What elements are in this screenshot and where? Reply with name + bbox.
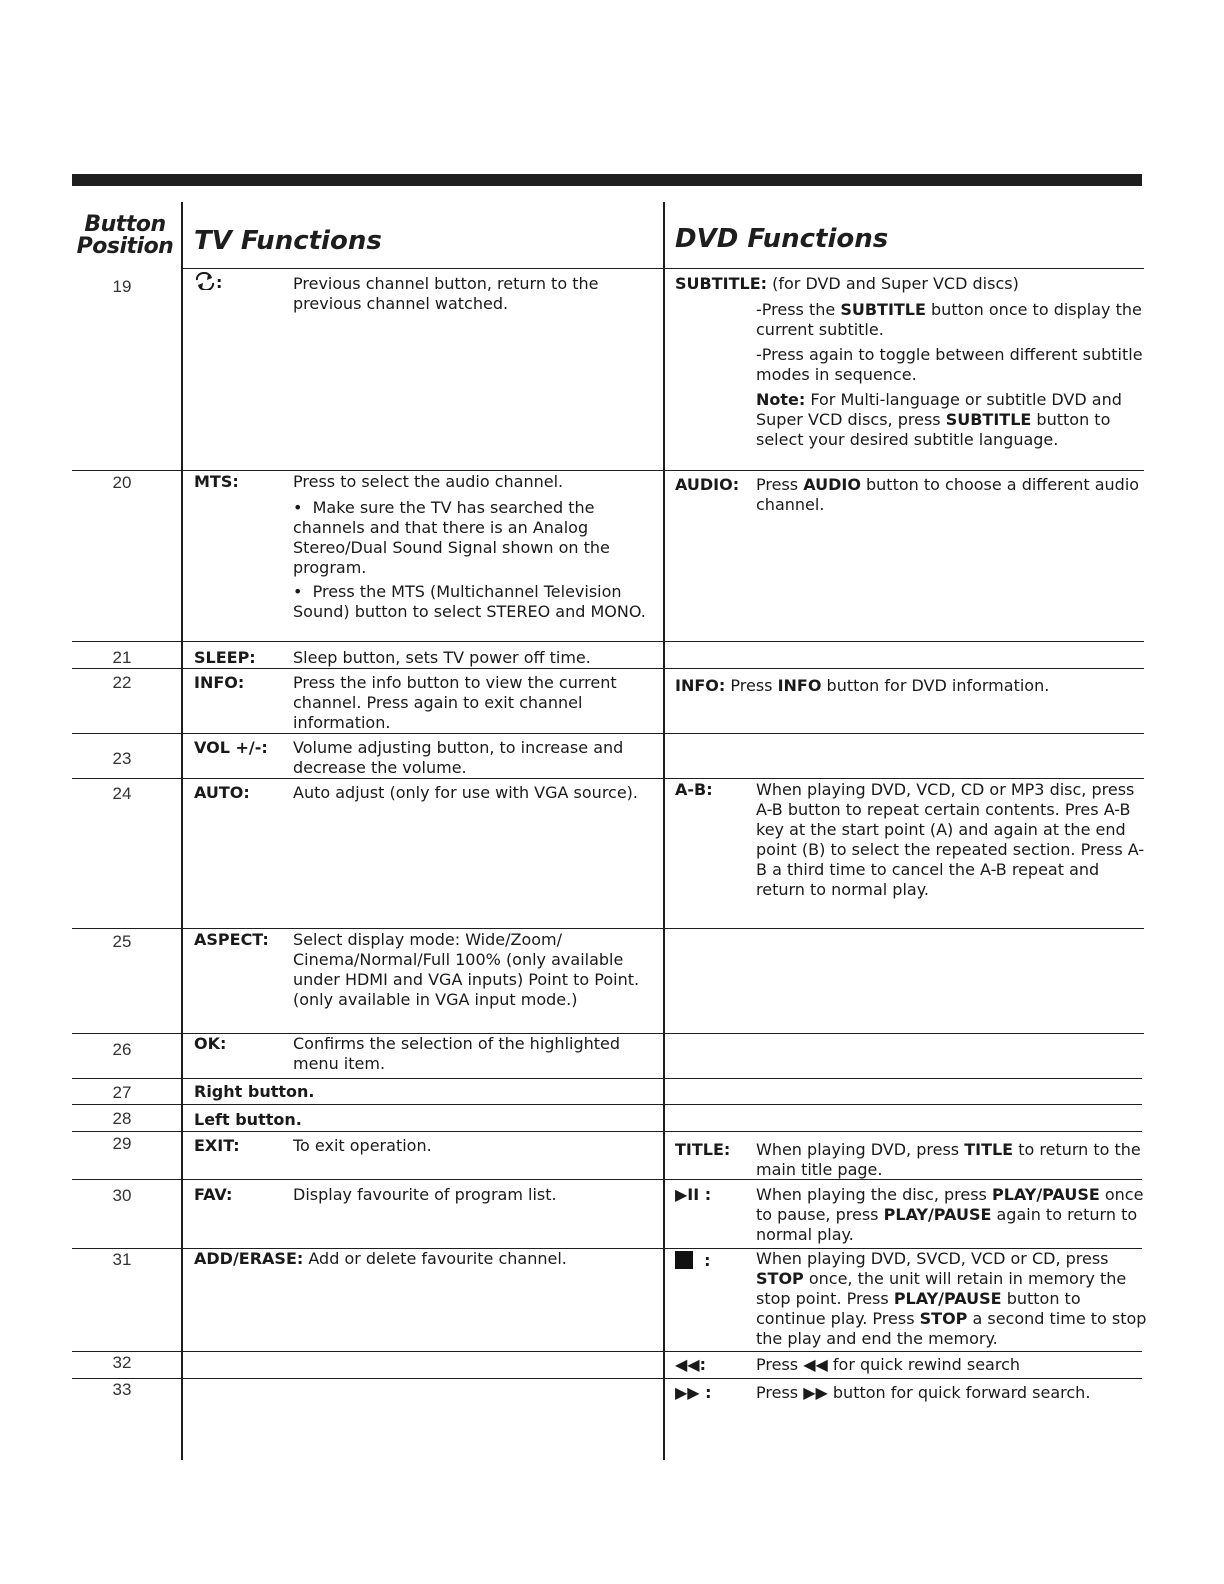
tv-key [194,272,222,293]
row-rule [72,1351,1142,1352]
column-divider-right [663,202,665,1460]
tv-description: To exit operation. [293,1136,432,1155]
dvd-description: When playing the disc, press PLAY/PAUSE once to pause, press PLAY/PAUSE again to return to normal play. [756,1185,1144,1244]
row-rule [72,733,1144,734]
button-number: 19 [112,277,132,296]
button-number: 31 [112,1250,132,1269]
button-number: 32 [112,1353,132,1372]
tv-description: Display favourite of program list. [293,1185,557,1204]
tv-description: Confirms the selection of the highlighted menu item. [293,1034,621,1073]
dvd-description: Press AUDIO button to choose a different audio channel. [756,475,1140,514]
dvd-description: When playing DVD, SVCD, VCD or CD, press STOP once, the unit will retain in memory the stop point. Press PLAY/PAUSE button to continue play. Press STOP a second time to stop the play and end the memory. [756,1249,1147,1348]
button-position-header [74,214,176,258]
top-rule [72,174,1142,186]
dvd-description: Press ▶▶ button for quick forward search. [756,1383,1091,1402]
tv-description: Previous channel button, return to the previous channel watched. [293,274,599,313]
tv-key: EXIT: [194,1136,240,1155]
dvd-key-note: (for DVD and Super VCD discs) [772,274,1019,293]
button-number: 30 [112,1186,132,1205]
button-number: 25 [112,932,132,951]
row-rule [72,928,1144,929]
button-number: 26 [112,1040,132,1059]
dvd-description-line: Note: For Multi-language or subtitle DVD and Super VCD discs, press SUBTITLE button to select your desired subtitle language. [756,390,1122,449]
tv-description: Volume adjusting button, to increase and decrease the volume. [293,738,624,777]
play-pause-icon: ▶II : [675,1185,712,1204]
row-rule [72,470,1144,471]
tv-description: Sleep button, sets TV power off time. [293,648,591,667]
dvd-key: : [675,1251,711,1271]
header-line-2: Position [76,234,174,259]
tv-description: Press the info button to view the current channel. Press again to exit channel information. [293,673,617,732]
tv-description: ADD/ERASE: Add or delete favourite channel. [194,1249,567,1268]
button-number: 28 [112,1109,132,1128]
tv-key: FAV: [194,1185,233,1204]
tv-description: Press to select the audio channel. [293,472,564,491]
button-number: 21 [112,648,132,667]
button-number: 24 [112,784,132,803]
dvd-description: When playing DVD, press TITLE to return to the main title page. [756,1140,1141,1179]
tv-key-colon: : [216,273,223,292]
row-rule [72,1131,1142,1132]
dvd-description: When playing DVD, VCD, CD or MP3 disc, press A-B button to repeat certain contents. Pres A-B key at the start point (A) and again at the end point (B) to select the repeated section. Press A-B a third time to cancel the A-B repeat and return to normal play. [756,780,1145,899]
tv-key: SLEEP: [194,648,256,667]
button-number: 33 [112,1380,132,1399]
tv-description: Auto adjust (only for use with VGA source). [293,783,639,802]
tv-key: Left button. [194,1110,302,1129]
tv-functions-header: TV Functions [194,226,382,256]
row-rule [72,668,1144,669]
button-number: 29 [112,1134,132,1153]
tv-key: Right button. [194,1082,315,1101]
dvd-key: SUBTITLE: [675,274,768,293]
dvd-subtitle-heading [675,274,1145,294]
header-rule [182,268,1144,269]
row-rule [72,1078,1142,1079]
tv-key: INFO: [194,673,245,692]
tv-description: Select display mode: Wide/Zoom/ Cinema/Normal/Full 100% (only available under HDMI and VGA inputs) Point to Point. (only available in VGA input mode.) [293,930,640,1009]
row-rule [72,1104,1142,1105]
dvd-description-line: -Press the SUBTITLE button once to display the current subtitle. [756,300,1142,339]
dvd-functions-header: DVD Functions [675,224,889,254]
dvd-key: TITLE: [675,1140,731,1159]
tv-bullet: • Press the MTS (Multichannel Television Sound) button to select STEREO and MONO. [293,582,646,621]
row-rule [72,641,1144,642]
column-divider-left [181,202,183,1460]
button-number: 22 [112,673,132,692]
tv-key: OK: [194,1034,227,1053]
fast-forward-icon: ▶▶ : [675,1383,712,1402]
tv-key: VOL +/-: [194,738,268,757]
header-line-1: Button [84,212,166,237]
tv-bullet: • Make sure the TV has searched the channels and that there is an Analog Stereo/Dual Sound Signal shown on the program. [293,498,610,577]
button-number: 23 [112,749,132,768]
dvd-description-line: -Press again to toggle between different subtitle modes in sequence. [756,345,1143,384]
dvd-key: A-B: [675,780,713,799]
tv-key: AUTO: [194,783,250,802]
tv-key: ASPECT: [194,930,269,949]
rewind-icon: ◀◀: [675,1355,707,1374]
dvd-description: INFO: Press INFO button for DVD information. [675,676,1050,695]
tv-key: MTS: [194,472,239,491]
row-rule [72,778,1144,779]
dvd-description: Press ◀◀ for quick rewind search [756,1355,1021,1374]
button-number: 27 [112,1083,132,1102]
button-number: 20 [112,473,132,492]
previous-channel-icon [194,272,216,290]
dvd-key: AUDIO: [675,475,740,494]
stop-icon [675,1251,693,1269]
row-rule [72,1378,1142,1379]
